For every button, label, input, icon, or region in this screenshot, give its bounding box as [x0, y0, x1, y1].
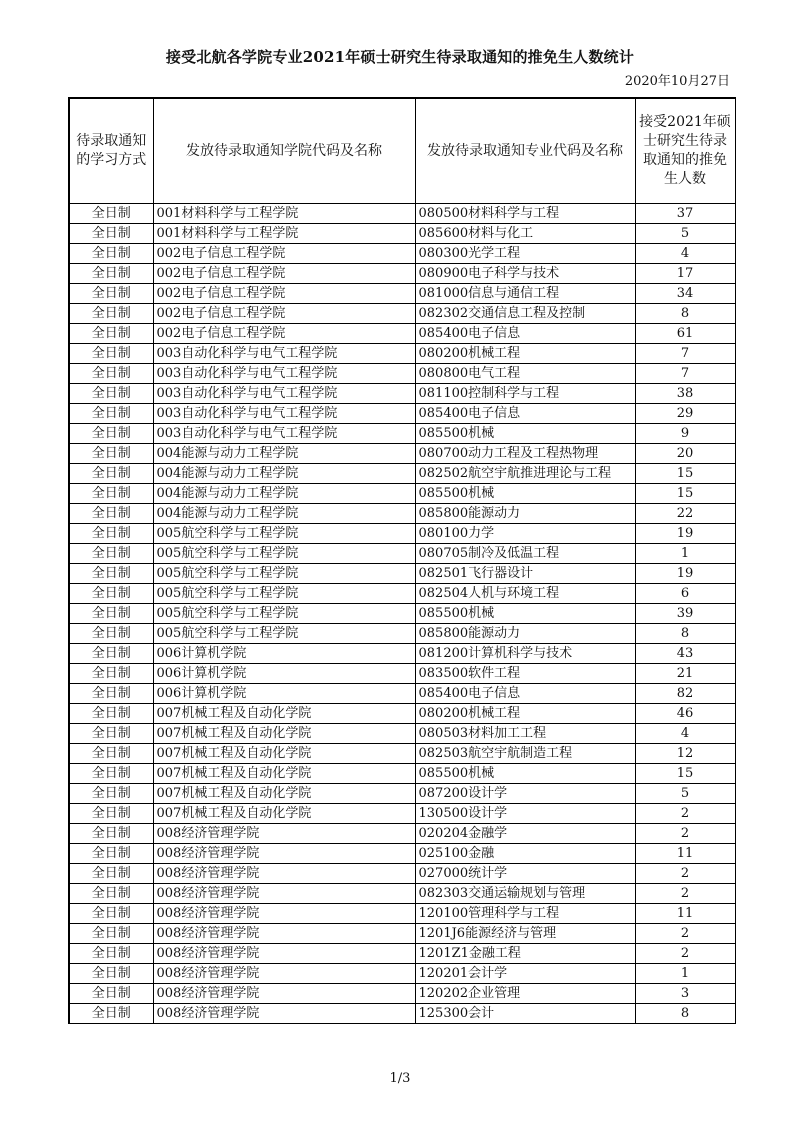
study-mode-cell: 全日制 — [69, 724, 153, 744]
count-cell: 22 — [635, 504, 735, 524]
major-cell: 080300光学工程 — [415, 244, 635, 264]
college-cell: 005航空科学与工程学院 — [153, 524, 415, 544]
table-row — [69, 344, 735, 364]
college-cell: 002电子信息工程学院 — [153, 244, 415, 264]
major-cell: 087200设计学 — [415, 784, 635, 804]
major-cell: 081200计算机科学与技术 — [415, 644, 635, 664]
table-row — [69, 904, 735, 924]
table-row — [69, 284, 735, 304]
header-count: 接受2021年硕士研究生待录取通知的推免生人数 — [635, 98, 735, 204]
major-cell: 080900电子科学与技术 — [415, 264, 635, 284]
count-cell: 12 — [635, 744, 735, 764]
table-row — [69, 804, 735, 824]
table-row — [69, 204, 735, 224]
table-row — [69, 644, 735, 664]
study-mode-cell: 全日制 — [69, 544, 153, 564]
major-cell: 085400电子信息 — [415, 404, 635, 424]
table-row — [69, 464, 735, 484]
count-cell: 19 — [635, 524, 735, 544]
count-cell: 11 — [635, 904, 735, 924]
college-cell: 003自动化科学与电气工程学院 — [153, 364, 415, 384]
study-mode-cell: 全日制 — [69, 684, 153, 704]
college-cell: 004能源与动力工程学院 — [153, 444, 415, 464]
major-cell: 080200机械工程 — [415, 344, 635, 364]
table-row — [69, 524, 735, 544]
college-cell: 008经济管理学院 — [153, 924, 415, 944]
count-cell: 29 — [635, 404, 735, 424]
count-cell: 7 — [635, 364, 735, 384]
count-cell: 61 — [635, 324, 735, 344]
college-cell: 005航空科学与工程学院 — [153, 604, 415, 624]
study-mode-cell: 全日制 — [69, 364, 153, 384]
count-cell: 8 — [635, 624, 735, 644]
study-mode-cell: 全日制 — [69, 784, 153, 804]
count-cell: 39 — [635, 604, 735, 624]
study-mode-cell: 全日制 — [69, 244, 153, 264]
study-mode-cell: 全日制 — [69, 304, 153, 324]
major-cell: 085500机械 — [415, 604, 635, 624]
study-mode-cell: 全日制 — [69, 1004, 153, 1024]
table-row — [69, 684, 735, 704]
count-cell: 2 — [635, 884, 735, 904]
major-cell: 027000统计学 — [415, 864, 635, 884]
college-cell: 005航空科学与工程学院 — [153, 544, 415, 564]
major-cell: 085600材料与化工 — [415, 224, 635, 244]
study-mode-cell: 全日制 — [69, 804, 153, 824]
study-mode-cell: 全日制 — [69, 924, 153, 944]
college-cell: 003自动化科学与电气工程学院 — [153, 384, 415, 404]
table-row — [69, 664, 735, 684]
study-mode-cell: 全日制 — [69, 404, 153, 424]
table-body — [69, 204, 735, 1024]
count-cell: 4 — [635, 724, 735, 744]
count-cell: 43 — [635, 644, 735, 664]
college-cell: 004能源与动力工程学院 — [153, 484, 415, 504]
table-row — [69, 504, 735, 524]
count-cell: 4 — [635, 244, 735, 264]
table-row — [69, 304, 735, 324]
study-mode-cell: 全日制 — [69, 644, 153, 664]
major-cell: 120202企业管理 — [415, 984, 635, 1004]
study-mode-cell: 全日制 — [69, 964, 153, 984]
table-row — [69, 984, 735, 1004]
table-row — [69, 224, 735, 244]
college-cell: 003自动化科学与电气工程学院 — [153, 424, 415, 444]
study-mode-cell: 全日制 — [69, 424, 153, 444]
study-mode-cell: 全日制 — [69, 744, 153, 764]
major-cell: 120100管理科学与工程 — [415, 904, 635, 924]
table-row — [69, 844, 735, 864]
count-cell: 9 — [635, 424, 735, 444]
table-row — [69, 444, 735, 464]
college-cell: 003自动化科学与电气工程学院 — [153, 404, 415, 424]
count-cell: 1 — [635, 544, 735, 564]
college-cell: 007机械工程及自动化学院 — [153, 804, 415, 824]
study-mode-cell: 全日制 — [69, 344, 153, 364]
count-cell: 15 — [635, 484, 735, 504]
college-cell: 006计算机学院 — [153, 684, 415, 704]
count-cell: 3 — [635, 984, 735, 1004]
college-cell: 008经济管理学院 — [153, 964, 415, 984]
table-row — [69, 764, 735, 784]
count-cell: 2 — [635, 824, 735, 844]
major-cell: 080503材料加工工程 — [415, 724, 635, 744]
table-row — [69, 704, 735, 724]
table-row — [69, 264, 735, 284]
college-cell: 008经济管理学院 — [153, 904, 415, 924]
major-cell: 085500机械 — [415, 484, 635, 504]
table-header-row — [69, 98, 735, 204]
college-cell: 008经济管理学院 — [153, 1004, 415, 1024]
study-mode-cell: 全日制 — [69, 464, 153, 484]
college-cell: 005航空科学与工程学院 — [153, 564, 415, 584]
table-row — [69, 784, 735, 804]
table-row — [69, 544, 735, 564]
college-cell: 002电子信息工程学院 — [153, 324, 415, 344]
table-row — [69, 744, 735, 764]
count-cell: 21 — [635, 664, 735, 684]
table-row — [69, 724, 735, 744]
count-cell: 17 — [635, 264, 735, 284]
study-mode-cell: 全日制 — [69, 984, 153, 1004]
major-cell: 080705制冷及低温工程 — [415, 544, 635, 564]
table-row — [69, 924, 735, 944]
count-cell: 2 — [635, 864, 735, 884]
major-cell: 083500软件工程 — [415, 664, 635, 684]
count-cell: 2 — [635, 804, 735, 824]
count-cell: 11 — [635, 844, 735, 864]
college-cell: 008经济管理学院 — [153, 844, 415, 864]
count-cell: 2 — [635, 944, 735, 964]
study-mode-cell: 全日制 — [69, 584, 153, 604]
table-row — [69, 484, 735, 504]
study-mode-cell: 全日制 — [69, 824, 153, 844]
major-cell: 120201会计学 — [415, 964, 635, 984]
college-cell: 007机械工程及自动化学院 — [153, 764, 415, 784]
college-cell: 007机械工程及自动化学院 — [153, 784, 415, 804]
college-cell: 006计算机学院 — [153, 644, 415, 664]
header-college: 发放待录取通知学院代码及名称 — [153, 98, 415, 204]
major-cell: 025100金融 — [415, 844, 635, 864]
study-mode-cell: 全日制 — [69, 444, 153, 464]
table-row — [69, 944, 735, 964]
count-cell: 46 — [635, 704, 735, 724]
count-cell: 37 — [635, 204, 735, 224]
college-cell: 008经济管理学院 — [153, 864, 415, 884]
college-cell: 001材料科学与工程学院 — [153, 224, 415, 244]
table-row — [69, 584, 735, 604]
table-row — [69, 564, 735, 584]
major-cell: 082303交通运输规划与管理 — [415, 884, 635, 904]
study-mode-cell: 全日制 — [69, 844, 153, 864]
study-mode-cell: 全日制 — [69, 264, 153, 284]
major-cell: 082502航空宇航推进理论与工程 — [415, 464, 635, 484]
header-study-mode: 待录取通知的学习方式 — [69, 98, 153, 204]
major-cell: 080800电气工程 — [415, 364, 635, 384]
college-cell: 002电子信息工程学院 — [153, 284, 415, 304]
college-cell: 008经济管理学院 — [153, 984, 415, 1004]
major-cell: 085500机械 — [415, 764, 635, 784]
major-cell: 085400电子信息 — [415, 684, 635, 704]
college-cell: 008经济管理学院 — [153, 944, 415, 964]
table-row — [69, 964, 735, 984]
count-cell: 15 — [635, 764, 735, 784]
major-cell: 082501飞行器设计 — [415, 564, 635, 584]
document-title: 接受北航各学院专业2021年硕士研究生待录取通知的推免生人数统计 — [165, 48, 635, 66]
page-indicator: 1/3 — [389, 1071, 411, 1086]
college-cell: 007机械工程及自动化学院 — [153, 744, 415, 764]
study-mode-cell: 全日制 — [69, 664, 153, 684]
table-row — [69, 324, 735, 344]
college-cell: 008经济管理学院 — [153, 824, 415, 844]
study-mode-cell: 全日制 — [69, 704, 153, 724]
table-row — [69, 884, 735, 904]
college-cell: 007机械工程及自动化学院 — [153, 704, 415, 724]
major-cell: 081100控制科学与工程 — [415, 384, 635, 404]
major-cell: 1201Z1金融工程 — [415, 944, 635, 964]
major-cell: 125300会计 — [415, 1004, 635, 1024]
study-mode-cell: 全日制 — [69, 604, 153, 624]
count-cell: 1 — [635, 964, 735, 984]
count-cell: 34 — [635, 284, 735, 304]
major-cell: 082504人机与环境工程 — [415, 584, 635, 604]
college-cell: 004能源与动力工程学院 — [153, 464, 415, 484]
table-row — [69, 864, 735, 884]
count-cell: 8 — [635, 304, 735, 324]
major-cell: 082302交通信息工程及控制 — [415, 304, 635, 324]
college-cell: 008经济管理学院 — [153, 884, 415, 904]
table-row — [69, 824, 735, 844]
study-mode-cell: 全日制 — [69, 224, 153, 244]
table-row — [69, 624, 735, 644]
study-mode-cell: 全日制 — [69, 284, 153, 304]
study-mode-cell: 全日制 — [69, 324, 153, 344]
college-cell: 004能源与动力工程学院 — [153, 504, 415, 524]
study-mode-cell: 全日制 — [69, 564, 153, 584]
college-cell: 003自动化科学与电气工程学院 — [153, 344, 415, 364]
study-mode-cell: 全日制 — [69, 484, 153, 504]
major-cell: 080100力学 — [415, 524, 635, 544]
count-cell: 7 — [635, 344, 735, 364]
count-cell: 6 — [635, 584, 735, 604]
count-cell: 38 — [635, 384, 735, 404]
major-cell: 080200机械工程 — [415, 704, 635, 724]
college-cell: 005航空科学与工程学院 — [153, 624, 415, 644]
major-cell: 020204金融学 — [415, 824, 635, 844]
count-cell: 5 — [635, 784, 735, 804]
college-cell: 005航空科学与工程学院 — [153, 584, 415, 604]
major-cell: 080700动力工程及工程热物理 — [415, 444, 635, 464]
table-row — [69, 364, 735, 384]
count-cell: 82 — [635, 684, 735, 704]
study-mode-cell: 全日制 — [69, 764, 153, 784]
table-row — [69, 604, 735, 624]
table-row — [69, 244, 735, 264]
major-cell: 1201J6能源经济与管理 — [415, 924, 635, 944]
table-row — [69, 384, 735, 404]
college-cell: 007机械工程及自动化学院 — [153, 724, 415, 744]
college-cell: 006计算机学院 — [153, 664, 415, 684]
count-cell: 2 — [635, 924, 735, 944]
count-cell: 8 — [635, 1004, 735, 1024]
study-mode-cell: 全日制 — [69, 624, 153, 644]
header-major: 发放待录取通知专业代码及名称 — [415, 98, 635, 204]
document-date: 2020年10月27日 — [624, 74, 730, 89]
major-cell: 085800能源动力 — [415, 624, 635, 644]
table-row — [69, 404, 735, 424]
major-cell: 085400电子信息 — [415, 324, 635, 344]
study-mode-cell: 全日制 — [69, 204, 153, 224]
major-cell: 085500机械 — [415, 424, 635, 444]
count-cell: 20 — [635, 444, 735, 464]
study-mode-cell: 全日制 — [69, 884, 153, 904]
study-mode-cell: 全日制 — [69, 384, 153, 404]
study-mode-cell: 全日制 — [69, 864, 153, 884]
major-cell: 081000信息与通信工程 — [415, 284, 635, 304]
table-row — [69, 424, 735, 444]
college-cell: 002电子信息工程学院 — [153, 264, 415, 284]
study-mode-cell: 全日制 — [69, 904, 153, 924]
major-cell: 082503航空宇航制造工程 — [415, 744, 635, 764]
table-row — [69, 1004, 735, 1024]
count-cell: 15 — [635, 464, 735, 484]
major-cell: 130500设计学 — [415, 804, 635, 824]
study-mode-cell: 全日制 — [69, 504, 153, 524]
major-cell: 085800能源动力 — [415, 504, 635, 524]
college-cell: 002电子信息工程学院 — [153, 304, 415, 324]
major-cell: 080500材料科学与工程 — [415, 204, 635, 224]
count-cell: 5 — [635, 224, 735, 244]
admission-table — [68, 97, 736, 1024]
college-cell: 001材料科学与工程学院 — [153, 204, 415, 224]
study-mode-cell: 全日制 — [69, 944, 153, 964]
count-cell: 19 — [635, 564, 735, 584]
study-mode-cell: 全日制 — [69, 524, 153, 544]
